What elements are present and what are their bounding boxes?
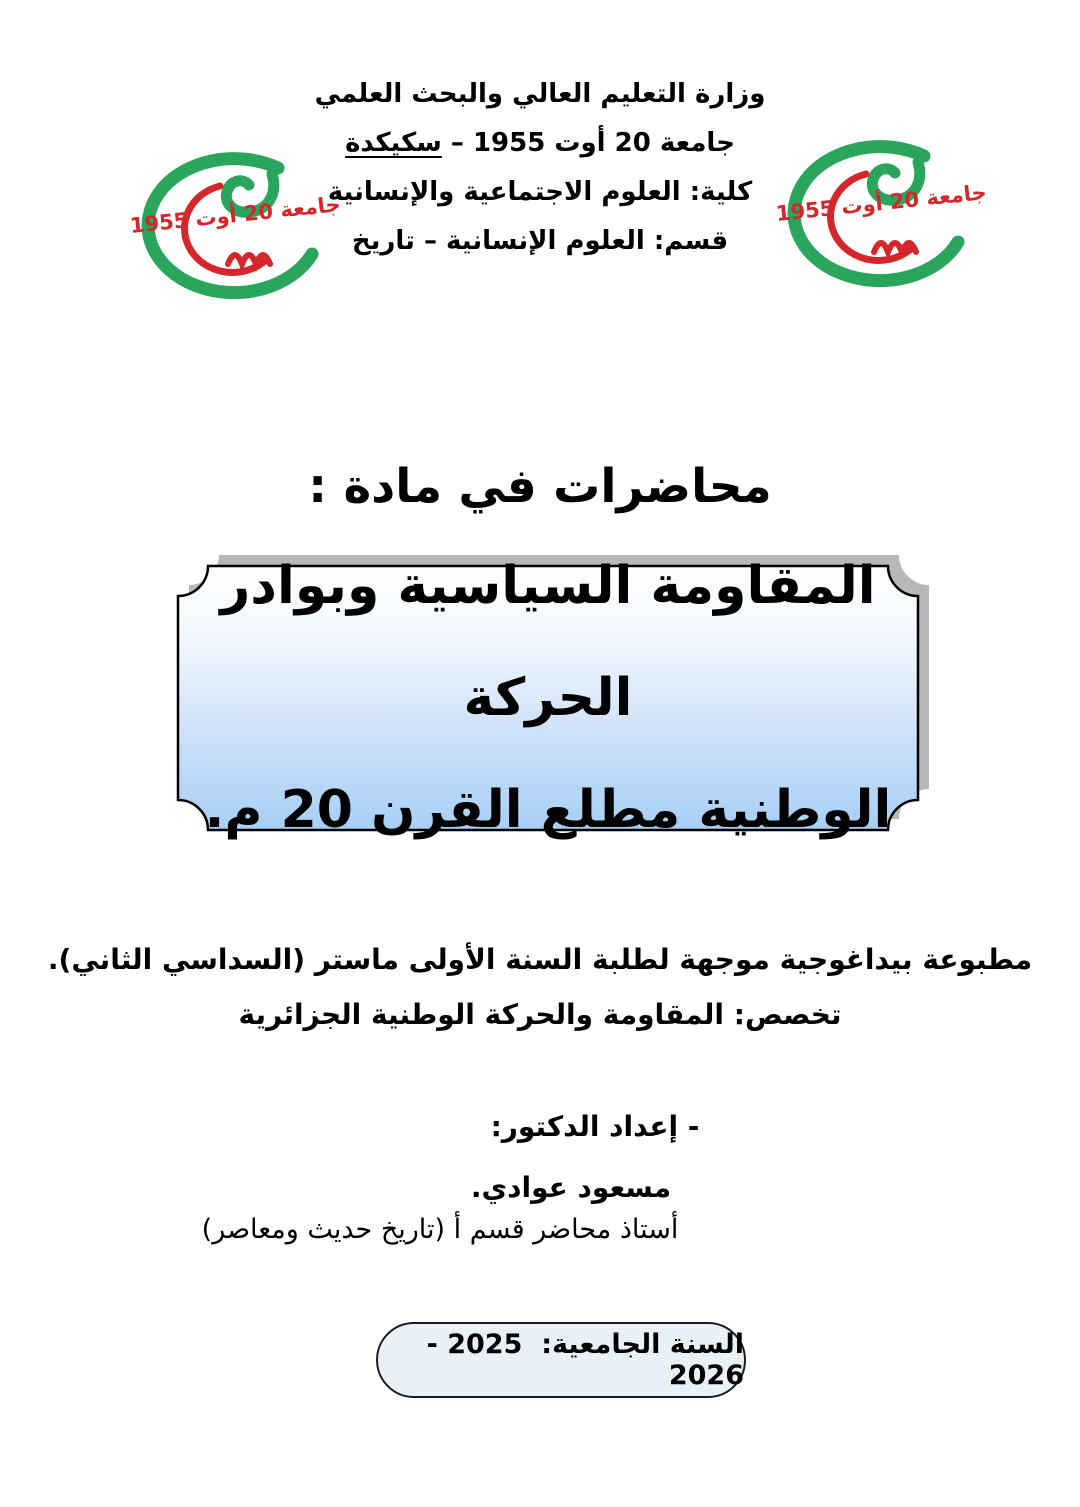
university-logo-left [126,150,341,305]
academic-year-label: السنة الجامعية: 2025 - 2026 [417,1329,744,1391]
university-logo-icon [126,150,341,305]
main-title-line1: المقاومة السياسية وبوادر الحركة [220,556,876,728]
logo-caption: جامعة 20 أوت 1955 [774,180,987,227]
faculty-line: كلية: العلوم الاجتماعية والإنسانية [327,177,753,207]
university-line-text: جامعة 20 أوت 1955 – [441,128,735,158]
university-logo-right [772,138,987,293]
course-intro-title: محاضرات في مادة : [308,459,772,514]
prepared-by-label: - إعداد الدكتور: [490,1110,700,1143]
department-line: قسم: العلوم الإنسانية – تاريخ [351,226,729,256]
specialty-note: تخصص: المقاومة والحركة الوطنية الجزائرية [238,998,842,1031]
main-title [178,556,918,840]
title-plaque [168,548,938,848]
logo-caption: جامعة 20 أوت 1955 [128,192,341,239]
main-title-line2: الوطنية مطلع القرن 20 م. [204,780,892,840]
university-logo-icon [772,138,987,293]
university-city: سكيكدة [345,128,442,158]
academic-year-box [376,1322,746,1398]
author-rank: أستاذ محاضر قسم أ (تاريخ حديث ومعاصر) [201,1214,679,1245]
author-name: مسعود عوادي. [470,1171,672,1204]
ministry-line: وزارة التعليم العالي والبحث العلمي [314,79,766,109]
audience-note: مطبوعة بيداغوجية موجهة لطلبة السنة الأولى ماستر (السداسي الثاني). [47,943,1033,976]
